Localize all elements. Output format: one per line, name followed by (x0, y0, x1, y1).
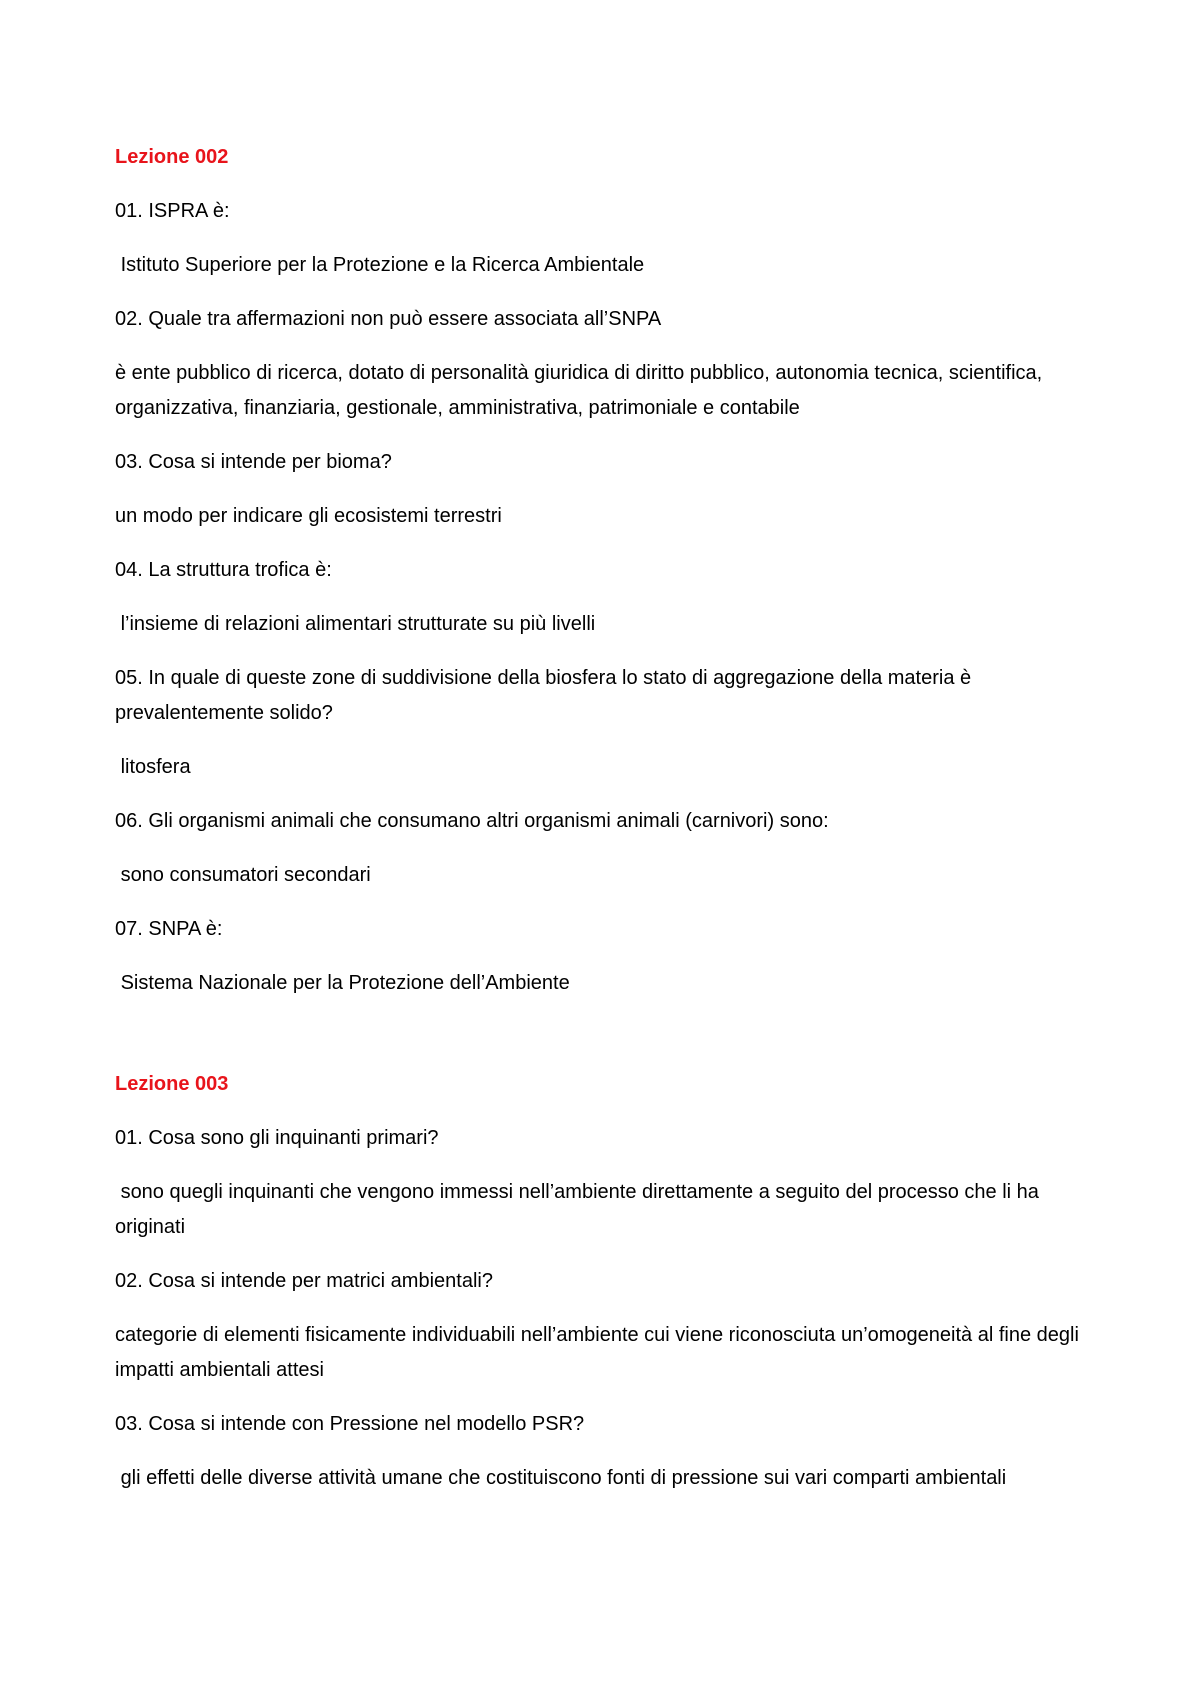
qa-item (115, 661, 1095, 785)
lesson-title: Lezione 002 (115, 146, 229, 168)
question-text: 03. Cosa si intende con Pressione nel modello PSR? (115, 1413, 585, 1435)
qa-item (115, 1121, 1095, 1245)
qa-item (115, 445, 1095, 534)
question-text: 02. Cosa si intende per matrici ambientali? (115, 1270, 493, 1292)
question-text: 01. Cosa sono gli inquinanti primari? (115, 1127, 439, 1149)
qa-item (115, 302, 1095, 426)
lesson-title: Lezione 003 (115, 1073, 229, 1095)
answer-text: gli effetti delle diverse attività umane che costituiscono fonti di pressione sui vari comparti ambientali (115, 1467, 1007, 1489)
question-text: 02. Quale tra affermazioni non può essere associata all’SNPA (115, 308, 662, 330)
qa-item (115, 194, 1095, 283)
answer-text: un modo per indicare gli ecosistemi terrestri (115, 505, 502, 527)
answer-text: l’insieme di relazioni alimentari strutturate su più livelli (115, 613, 596, 635)
answer-text: Istituto Superiore per la Protezione e la Ricerca Ambientale (115, 254, 645, 276)
question-text: 06. Gli organismi animali che consumano altri organismi animali (carnivori) sono: (115, 810, 829, 832)
qa-item (115, 804, 1095, 893)
answer-text: Sistema Nazionale per la Protezione dell’Ambiente (115, 972, 570, 994)
answer-text: categorie di elementi fisicamente individuabili nell’ambiente cui viene riconosciuta un’omogeneità al fine degli impatti ambientali attesi (115, 1324, 1085, 1381)
question-text: 01. ISPRA è: (115, 200, 230, 222)
qa-item (115, 1407, 1095, 1496)
question-text: 05. In quale di queste zone di suddivisione della biosfera lo stato di aggregazione della materia è prevalentemente solido? (115, 667, 977, 724)
qa-item (115, 912, 1095, 1001)
question-text: 03. Cosa si intende per bioma? (115, 451, 392, 473)
question-text: 07. SNPA è: (115, 918, 223, 940)
qa-item (115, 1264, 1095, 1388)
document-content (115, 140, 1095, 1496)
lesson-002 (115, 140, 1095, 1001)
qa-item (115, 553, 1095, 642)
lesson-003 (115, 1067, 1095, 1496)
answer-text: è ente pubblico di ricerca, dotato di personalità giuridica di diritto pubblico, autonomia tecnica, scientifica, organizzativa, finanziaria, gestionale, amministrativa, patrimoniale e contabile (115, 362, 1048, 419)
answer-text: sono quegli inquinanti che vengono immessi nell’ambiente direttamente a seguito del processo che li ha originati (115, 1181, 1045, 1238)
answer-text: litosfera (115, 756, 191, 778)
question-text: 04. La struttura trofica è: (115, 559, 332, 581)
answer-text: sono consumatori secondari (115, 864, 371, 886)
